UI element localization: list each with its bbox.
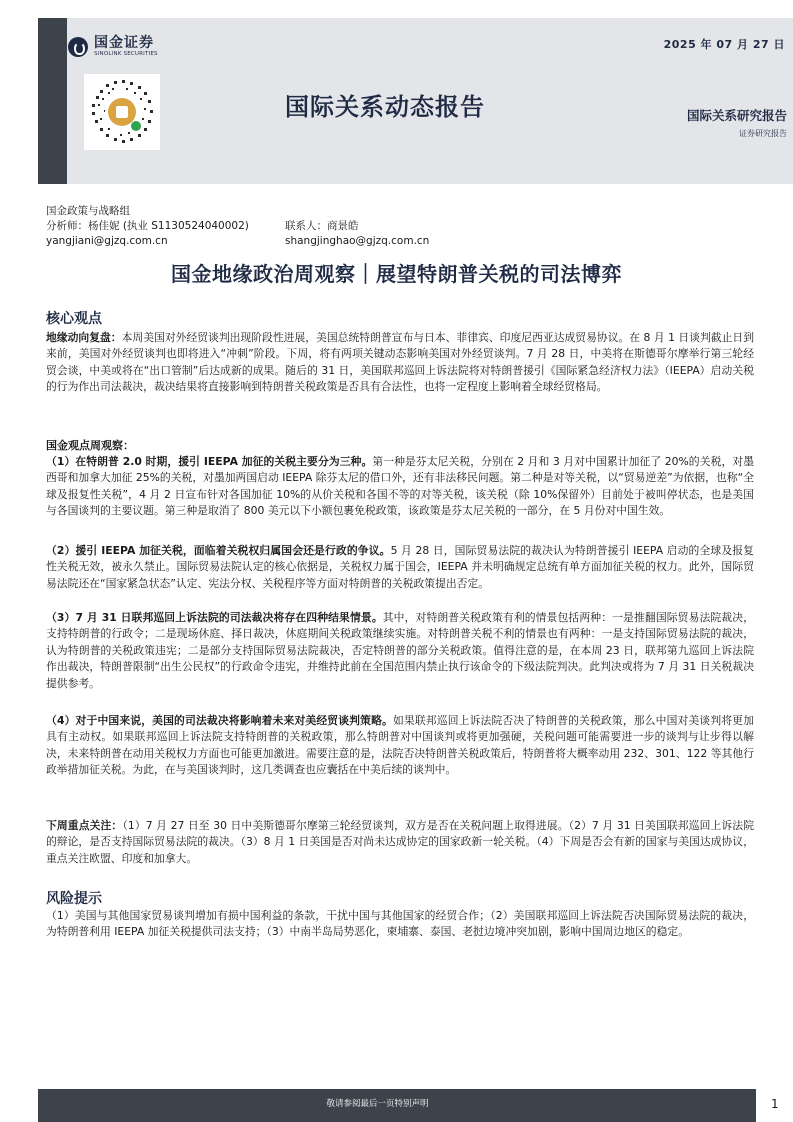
next-week-text: （1）7 月 27 日至 30 日中美斯德哥尔摩第三轮经贸谈判，双方是否在关税问题上取得进展。（2）7 月 31 日美国联邦巡回上诉法院的辩论，是否支持国际贸易法院的裁决。（3）8 月 1 日美国是否对尚未达成协定的国家政新一轮关税。（4）下周是否会有新的国家与美国达成协议，重点关注欧盟、印度和加拿大。 [46, 819, 754, 865]
logo-en: SINOLINK SECURITIES [94, 51, 158, 57]
contact-name: 联系人：商景皓 [285, 220, 359, 232]
view-paragraph-2 [46, 543, 754, 592]
view-1-text: 第一种是芬太尼关税，分别在 2 月和 3 月对中国累计加征了 20%的关税，对墨西哥和加拿大加征 25%的关税，对墨加两国启动 IEEPA 除芬太尼的借口外，还有非法移民问题。第二种是对等关税，以“贸易逆差”为依据，也称“全球及报复性关税”，4 月 2 日宣布针对各国加征 10%的从价关税和各国不等的对等关税，该关税（除 10%保留外）目前处于被叫停状态，也是美国与各国谈判的主要议题。第三种是取消了 800 美元以下小额包裹免税政策，该政策是芬太尼关税的一部分，在 5 月份对中国生效。 [46, 455, 754, 518]
company-logo [68, 36, 158, 58]
view-paragraph-1 [46, 454, 754, 520]
header-side-bar [38, 18, 67, 184]
view-3-text: 其中，对特朗普关税政策有利的情景包括两种：一是推翻国际贸易法院裁决，支持特朗普的行政令；二是现场休庭、择日裁决，休庭期间关税政策继续实施。对特朗普关税不利的情景也有两种：一是支持国际贸易法院的裁决，认为特朗普的关税政策违宪；二是部分支持国际贸易法院裁决，否定特朗普的部分关税政策。值得注意的是，在本周 23 日，联邦第九巡回上诉法院作出裁决，特朗普限制“出生公民权”的行政命令违宪，并维持此前在全国范围内禁止执行该命令的下级法院判决。此判决或将为 7 月 31 日关税裁决提供参考。 [46, 611, 754, 690]
view-2-bold: （2）援引 IEEPA 加征关税，面临着关税权归属国会还是行政的争议。 [46, 544, 391, 557]
contact-email[interactable]: shangjinghao@gjzq.com.cn [285, 235, 430, 247]
view-paragraph-4 [46, 713, 754, 779]
risk-heading: 风险提示 [46, 891, 102, 907]
footer-disclaimer: 敬请参阅最后一页特别声明 [326, 1099, 429, 1109]
logo-icon [68, 37, 88, 57]
author-info [46, 204, 430, 249]
team-name: 国金政策与战略组 [46, 205, 130, 217]
next-week-paragraph [46, 818, 754, 867]
view-4-bold: （4）对于中国来说，美国的司法裁决将影响着未来对美经贸谈判策略。 [46, 714, 393, 727]
view-1-bold: （1）在特朗普 2.0 时期，援引 IEEPA 加征的关税主要分为三种。 [46, 455, 373, 468]
geo-paragraph [46, 330, 754, 396]
geo-label: 地缘动向复盘： [46, 331, 122, 344]
risk-paragraph: （1）美国与其他国家贸易谈判增加有损中国利益的条款，干扰中国与其他国家的经贸合作；（2）美国联邦巡回上诉法院否决国际贸易法院的裁决，为特朗普利用 IEEPA 加征关税提供司法支持；（3）中南半岛局势恶化，柬埔寨、泰国、老挝边境冲突加剧，影响中国周边地区的稳定。 [46, 909, 754, 939]
analyst-email[interactable]: yangjiani@gjzq.com.cn [46, 235, 168, 247]
core-heading: 核心观点 [46, 311, 102, 327]
report-date: 2025 年 07 月 27 日 [663, 38, 785, 51]
geo-text: 本周美国对外经贸谈判出现阶段性进展，美国总统特朗普宣布与日本、菲律宾、印度尼西亚达成贸易协议。在 8 月 1 日谈判截止日到来前，美国对外经贸谈判也即将进入“冲刺”阶段。下周，将有两项关键动态影响美国对外经贸谈判。7 月 28 日，中美将在斯德哥尔摩举行第三轮经贸会谈，中美或将在“出口管制”后达成新的成果。随后的 31 日，美国联邦巡回上诉法院将对特朗普援引《国际紧急经济权力法》（IEEPA）启动关税的行为作出司法裁决，裁决结果将直接影响到特朗普关税政策是否具有合法性，也将一定程度上影响着全球经贸格局。 [46, 331, 755, 394]
next-week-label: 下周重点关注： [46, 819, 123, 832]
page-title: 国金地缘政治周观察｜展望特朗普关税的司法博弈 [171, 262, 622, 286]
report-type-title: 国际关系动态报告 [285, 93, 485, 121]
analyst-name: 分析师：杨佳妮 (执业 S1130524040002) [46, 220, 249, 232]
view-2-text: 5 月 28 日，国际贸易法院的裁决认为特朗普援引 IEEPA 启动的全球及报复性关税无效，被永久禁止。国际贸易法院认定的核心依据是，关税权力属于国会，IEEPA 并未明确规定总统有单方面加征关税的权力。此外，国际贸易法院还在“国家紧急状态”认定、宪法分权、关税程序等方面对特朗普的关税政策提出否定。 [46, 544, 754, 590]
qr-code-icon [84, 74, 160, 150]
view-3-bold: （3）7 月 31 日联邦巡回上诉法院的司法裁决将存在四种结果情景。 [46, 611, 383, 624]
report-series-sub: 证券研究报告 [739, 129, 787, 138]
page-number: 1 [771, 1097, 779, 1111]
logo-cn: 国金证券 [94, 35, 154, 51]
report-series: 国际关系研究报告 [686, 108, 787, 123]
view-4-text: 如果联邦巡回上诉法院否决了特朗普的关税政策，那么中国对美谈判将更加具有主动权。如果联邦巡回上诉法院支持特朗普的关税政策，那么特朗普对中国谈判或将更加强硬，关税问题可能需要进一步的谈判与让步得以解决，未来特朗普在动用关税权力方面也可能更加激进。需要注意的是，法院否决特朗普关税政策后，特朗普将大概率动用 232、301、122 等其他行政举措加征关税。为此，在与美国谈判时，这几类调查也应囊括在中美后续的谈判中。 [46, 714, 755, 777]
view-heading: 国金观点周观察： [46, 439, 134, 452]
view-paragraph-3 [46, 610, 754, 692]
